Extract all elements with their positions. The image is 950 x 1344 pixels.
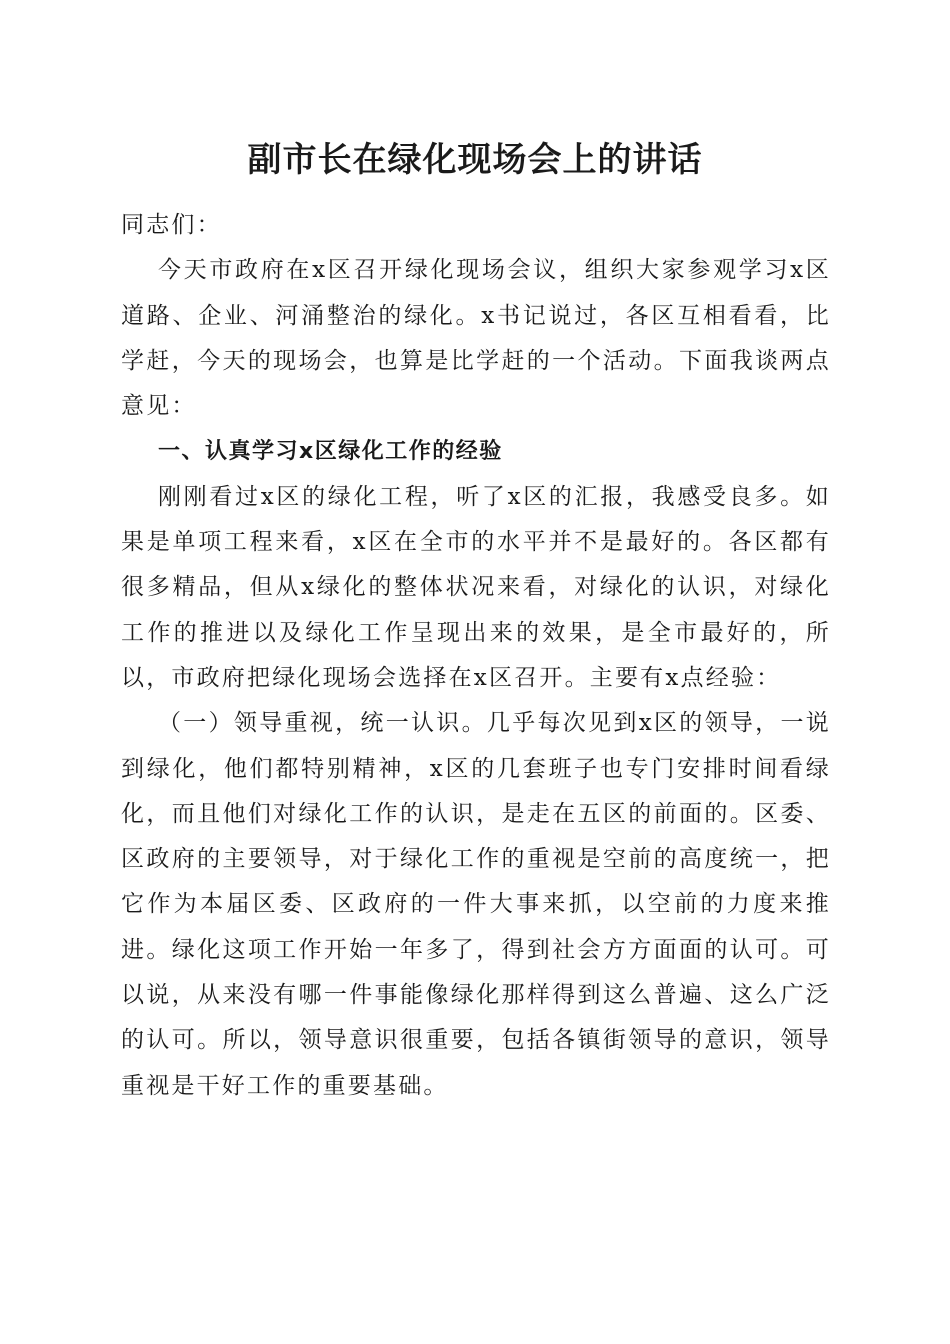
salutation: 同志们： [121,212,222,238]
point-1-paragraph [121,701,831,1109]
document-title: 副市长在绿化现场会上的讲话 [247,140,703,180]
section-1-paragraph: 刚刚看过x区的绿化工程，听了x区的汇报，我感受良多。如果是单项工程来看，x区在全市的水平并不是最好的。各区都有很多精品，但从x绿化的整体状况来看，对绿化的认识，对绿化工作的推进以及绿化工作呈现出来的效果，是全市最好的，所以，市政府把绿化现场会选择在x区召开。主要有x点经验： [121,483,831,691]
point-1-body: 几乎每次见到x区的领导，一说到绿化，他们都特别精神，x区的几套班子也专门安排时间看绿化，而且他们对绿化工作的认识，是走在五区的前面的。区委、区政府的主要领导，对于绿化工作的重视是空前的高度统一，把它作为本届区委、区政府的一件大事来抓，以空前的力度来推进。绿化这项工作开始一年多了，得到社会方方面面的认可。可以说，从来没有哪一件事能像绿化那样得到这么普遍、这么广泛的认可。所以，领导意识很重要，包括各镇街领导的意识，领导重视是干好工作的重要基础。 [121,710,831,1099]
point-1-lead: （一）领导重视，统一认识。 [158,710,487,737]
section-heading-1: 一、认真学习x区绿化工作的经验 [158,439,503,465]
document-body [121,203,831,1109]
intro-paragraph: 今天市政府在x区召开绿化现场会议，组织大家参观学习x区道路、企业、河涌整治的绿化。x书记说过，各区互相看看，比学赶，今天的现场会，也算是比学赶的一个活动。下面我谈两点意见： [121,257,831,420]
